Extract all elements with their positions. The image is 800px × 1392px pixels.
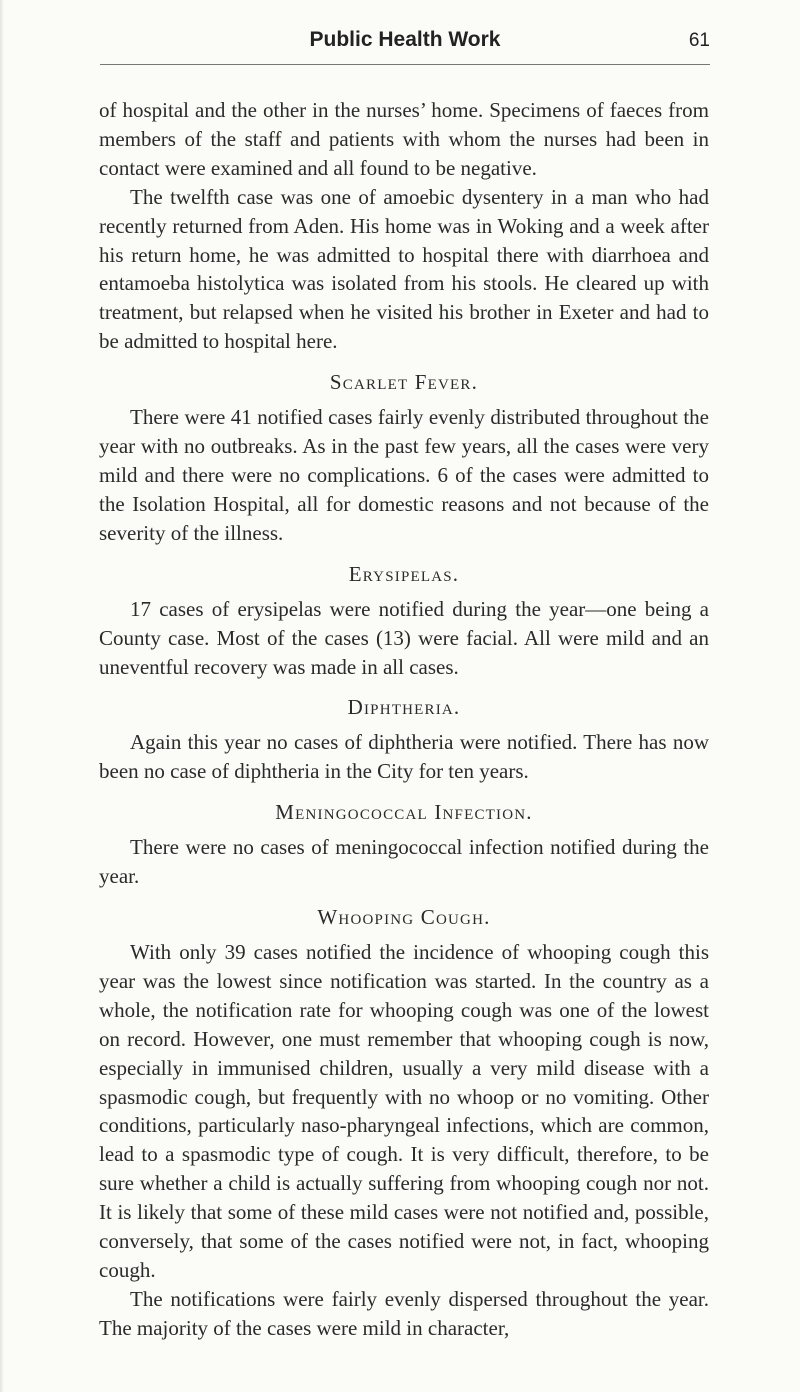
paragraph-whooping-cough-2: The notifications were fairly evenly dispersed throughout the year. The majority of the cases were mild in character, [99,1286,709,1340]
paragraph-diphtheria: Again this year no cases of diphtheria were notified. There has now been no case of diphtheria in the City for ten years. [99,730,709,784]
page-body [99,96,709,1343]
header-rule [100,64,710,65]
page-header [100,26,710,66]
heading-meningococcal-infection: Meningococcal Infection. [275,800,533,825]
page-edge-shadow [0,0,4,1392]
paragraph-erysipelas: 17 cases of erysipelas were notified during the year—one being a County case. Most of the cases (13) were facial. All were mild and an uneventful recovery was made in all cases. [99,596,709,679]
paragraph-meningococcal-infection: There were no cases of meningococcal infection notified during the year. [99,835,709,889]
running-title: Public Health Work [309,28,501,51]
heading-diphtheria: Diphtheria. [347,695,461,720]
heading-erysipelas: Erysipelas. [348,561,460,586]
paragraph-continuation: of hospital and the other in the nurses’ home. Specimens of faeces from members of the staff and patients with whom the nurses had been in contact were examined and all found to be negative. [99,98,709,180]
heading-whooping-cough: Whooping Cough. [317,905,491,930]
page-number: 61 [688,30,710,51]
paragraph-whooping-cough-1: With only 39 cases notified the incidence of whooping cough this year was the lowest since notification was started. In the country as a whole, the notification rate for whooping cough was one of the lowest on record. However, one must remember that whooping cough is now, especially in immunised children, usually a very mild disease with a spasmodic cough, but frequently with no whoop or no vomiting. Other conditions, particularly naso-pharyngeal infections, which are common, lead to a spasmodic type of cough. It is very difficult, therefore, to be sure whether a child is actually suffering from whooping cough nor not. It is likely that some of these mild cases were not notified and, possible, conversely, that some of the cases notified were not, in fact, whooping cough. [99,940,709,1282]
heading-scarlet-fever: Scarlet Fever. [329,370,479,395]
paragraph-scarlet-fever: There were 41 notified cases fairly evenly distributed throughout the year with no outbreaks. As in the past few years, all the cases were very mild and there were no complications. 6 of the cases were admitted to the Isolation Hospital, all for domestic reasons and not because of the severity of the illness. [99,405,709,545]
paragraph-amoebic-dysentery: The twelfth case was one of amoebic dysentery in a man who had recently returned from Aden. His home was in Woking and a week after his return home, he was admitted to hospital there with diarrhoea and entamoeba histolytica was isolated from his stools. He cleared up with treatment, but relapsed when he visited his brother in Exeter and had to be admitted to hospital here. [99,184,709,354]
